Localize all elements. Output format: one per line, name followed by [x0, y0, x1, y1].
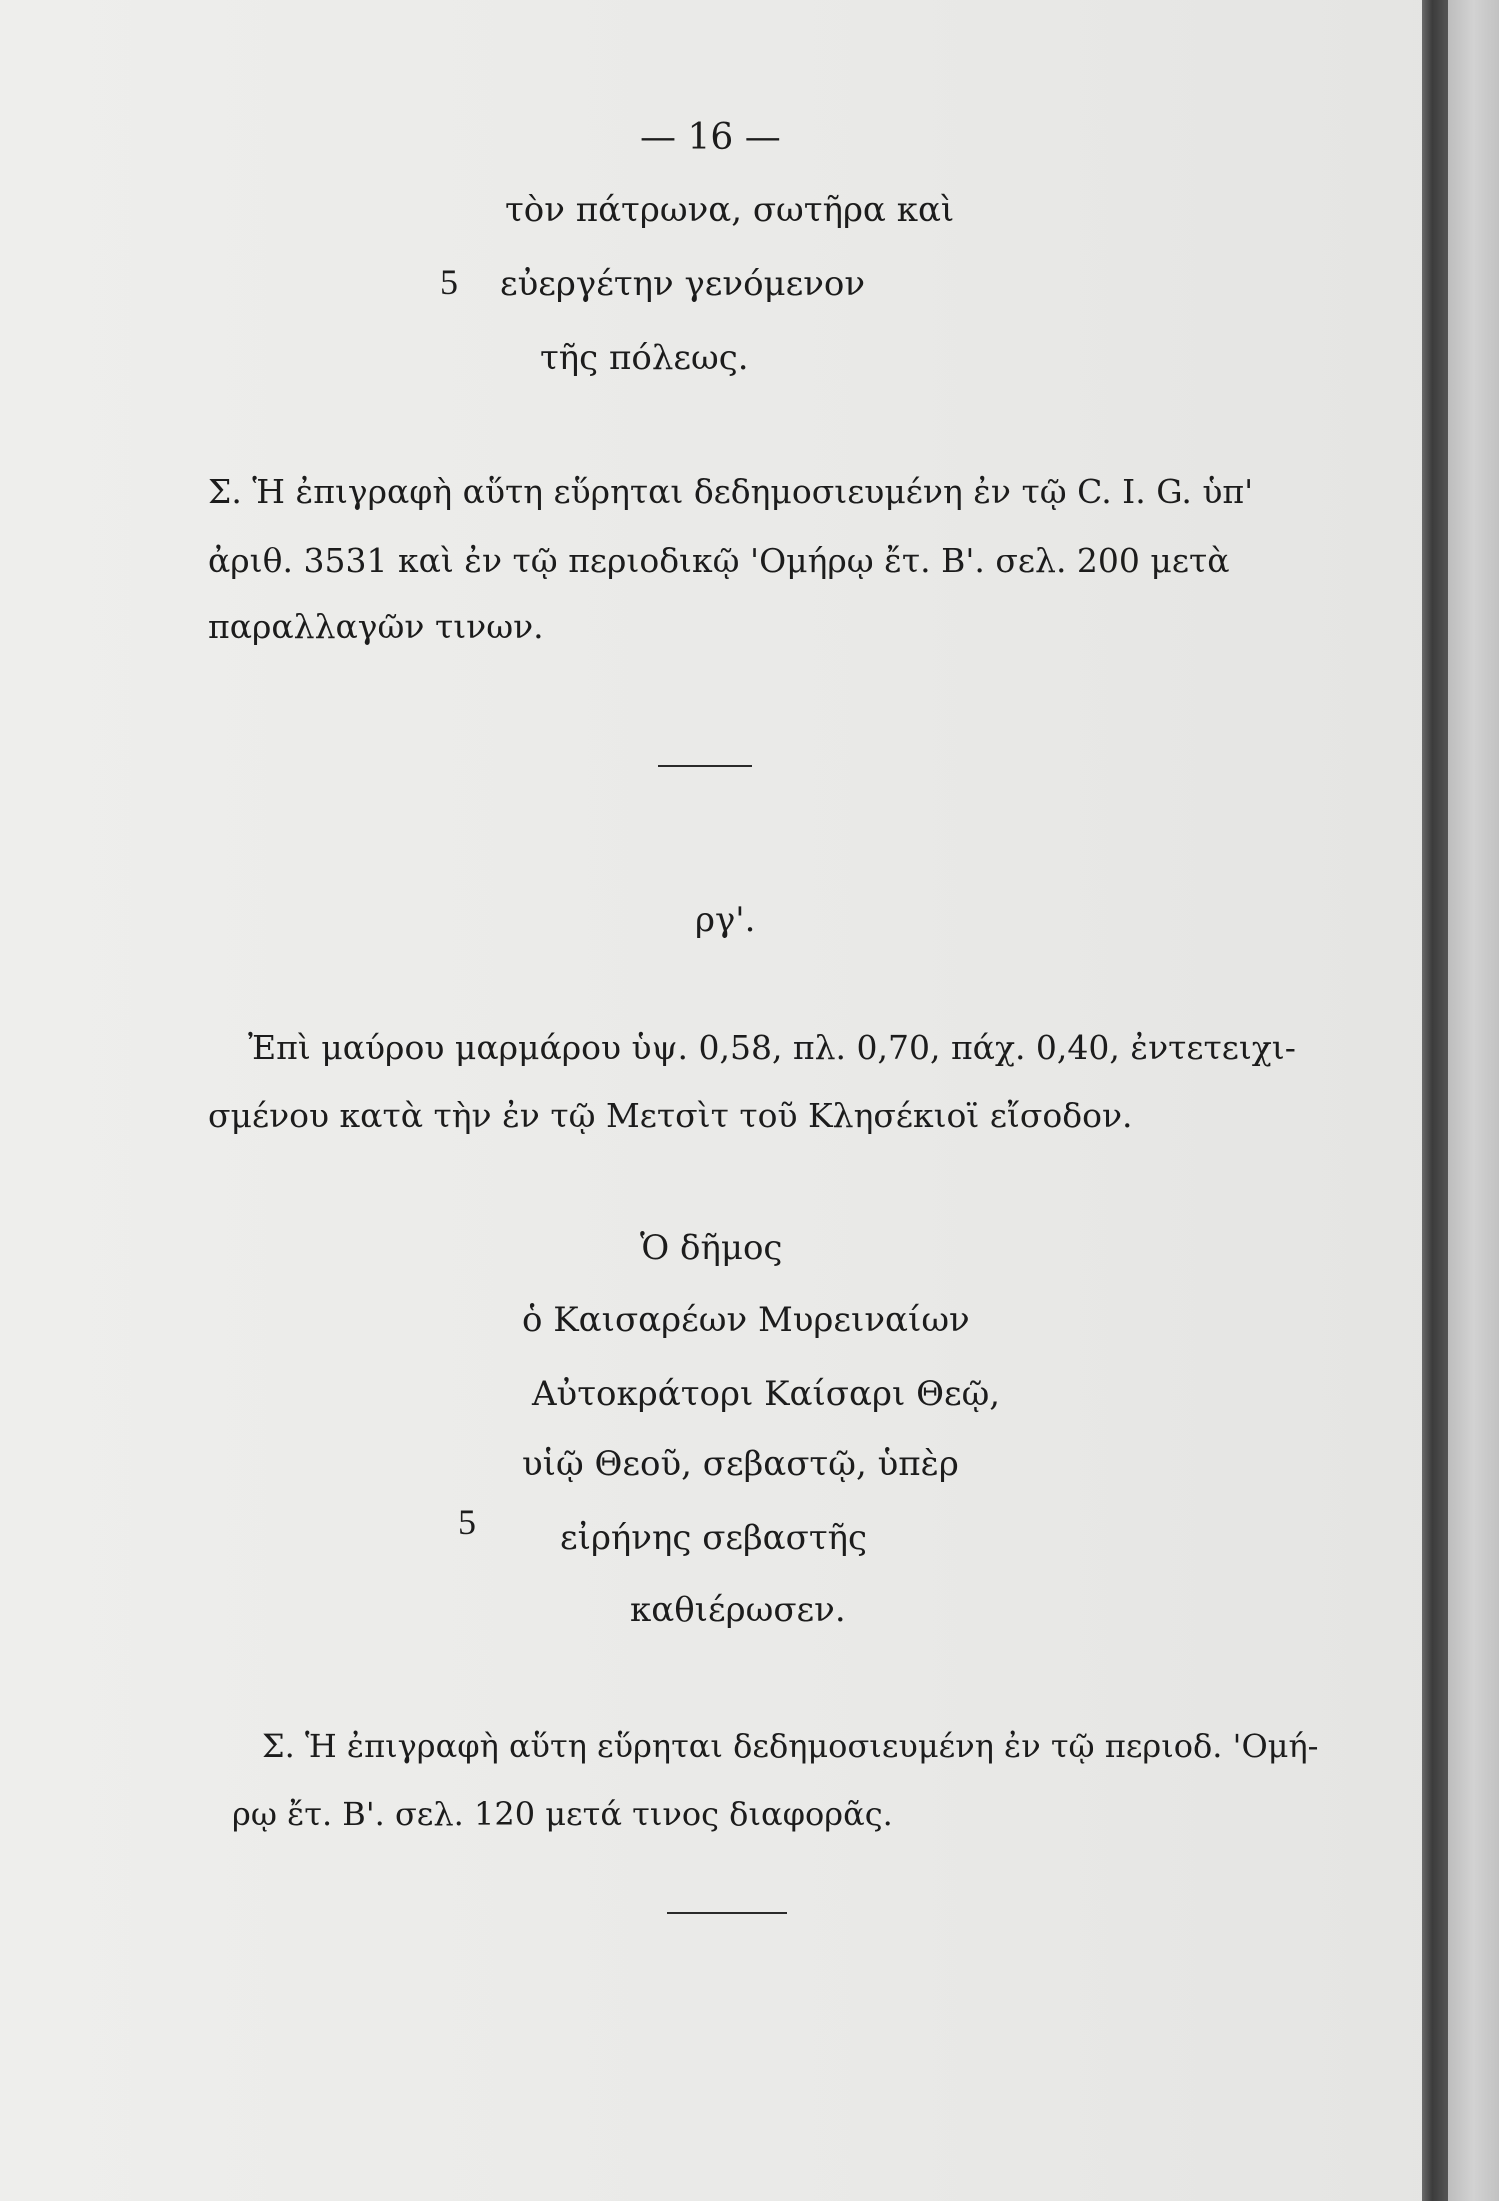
inscription-line: ὁ Καισαρέων Μυρειναίων	[522, 1300, 970, 1340]
note-line: παραλλαγῶν τινων.	[208, 607, 544, 646]
line-number: 5	[458, 1502, 476, 1542]
inscription-line: εὐεργέτην γενόμενον	[500, 264, 866, 304]
inscription-line: τῆς πόλεως.	[540, 338, 749, 378]
inscription-line: καθιέρωσεν.	[630, 1590, 846, 1630]
separator-rule	[658, 765, 752, 767]
inscription-line: εἰρήνης σεβαστῆς	[560, 1518, 868, 1558]
section-heading: ργ'.	[695, 900, 756, 940]
note-line: Σ. Ἡ ἐπιγραφὴ αὕτη εὕρηται δεδημοσιευμένη ἐν τῷ περιοδ. 'Ομή-	[262, 1727, 1319, 1765]
page-edge	[1448, 0, 1499, 2201]
description-line: Ἐπὶ μαύρου μαρμάρου ὑψ. 0,58, πλ. 0,70, πάχ. 0,40, ἐντετειχι-	[248, 1028, 1296, 1067]
description-line: σμένου κατὰ τὴν ἐν τῷ Μετσὶτ τοῦ Κλησέκιοϊ εἴσοδον.	[208, 1096, 1133, 1135]
note-line: ἀριθ. 3531 καὶ ἐν τῷ περιοδικῷ 'Ομήρῳ ἔτ. Β'. σελ. 200 μετὰ	[208, 541, 1230, 580]
page-edge-shadow	[1422, 0, 1448, 2201]
page-number: — 16 —	[640, 117, 781, 158]
note-line: Σ. Ἡ ἐπιγραφὴ αὕτη εὕρηται δεδημοσιευμένη ἐν τῷ C. I. G. ὑπ'	[208, 472, 1254, 511]
inscription-line: Αὐτοκράτορι Καίσαρι Θεῷ,	[532, 1374, 1001, 1414]
inscription-line: τὸν πάτρωνα, σωτῆρα καὶ	[505, 190, 955, 230]
inscription-line: Ὁ δῆμος	[640, 1228, 783, 1268]
note-line: ρῳ ἔτ. Β'. σελ. 120 μετά τινος διαφορᾶς.	[232, 1795, 893, 1833]
inscription-line: υἱῷ Θεοῦ, σεβαστῷ, ὑπὲρ	[522, 1444, 959, 1484]
separator-rule	[667, 1912, 787, 1914]
line-number: 5	[440, 262, 458, 302]
